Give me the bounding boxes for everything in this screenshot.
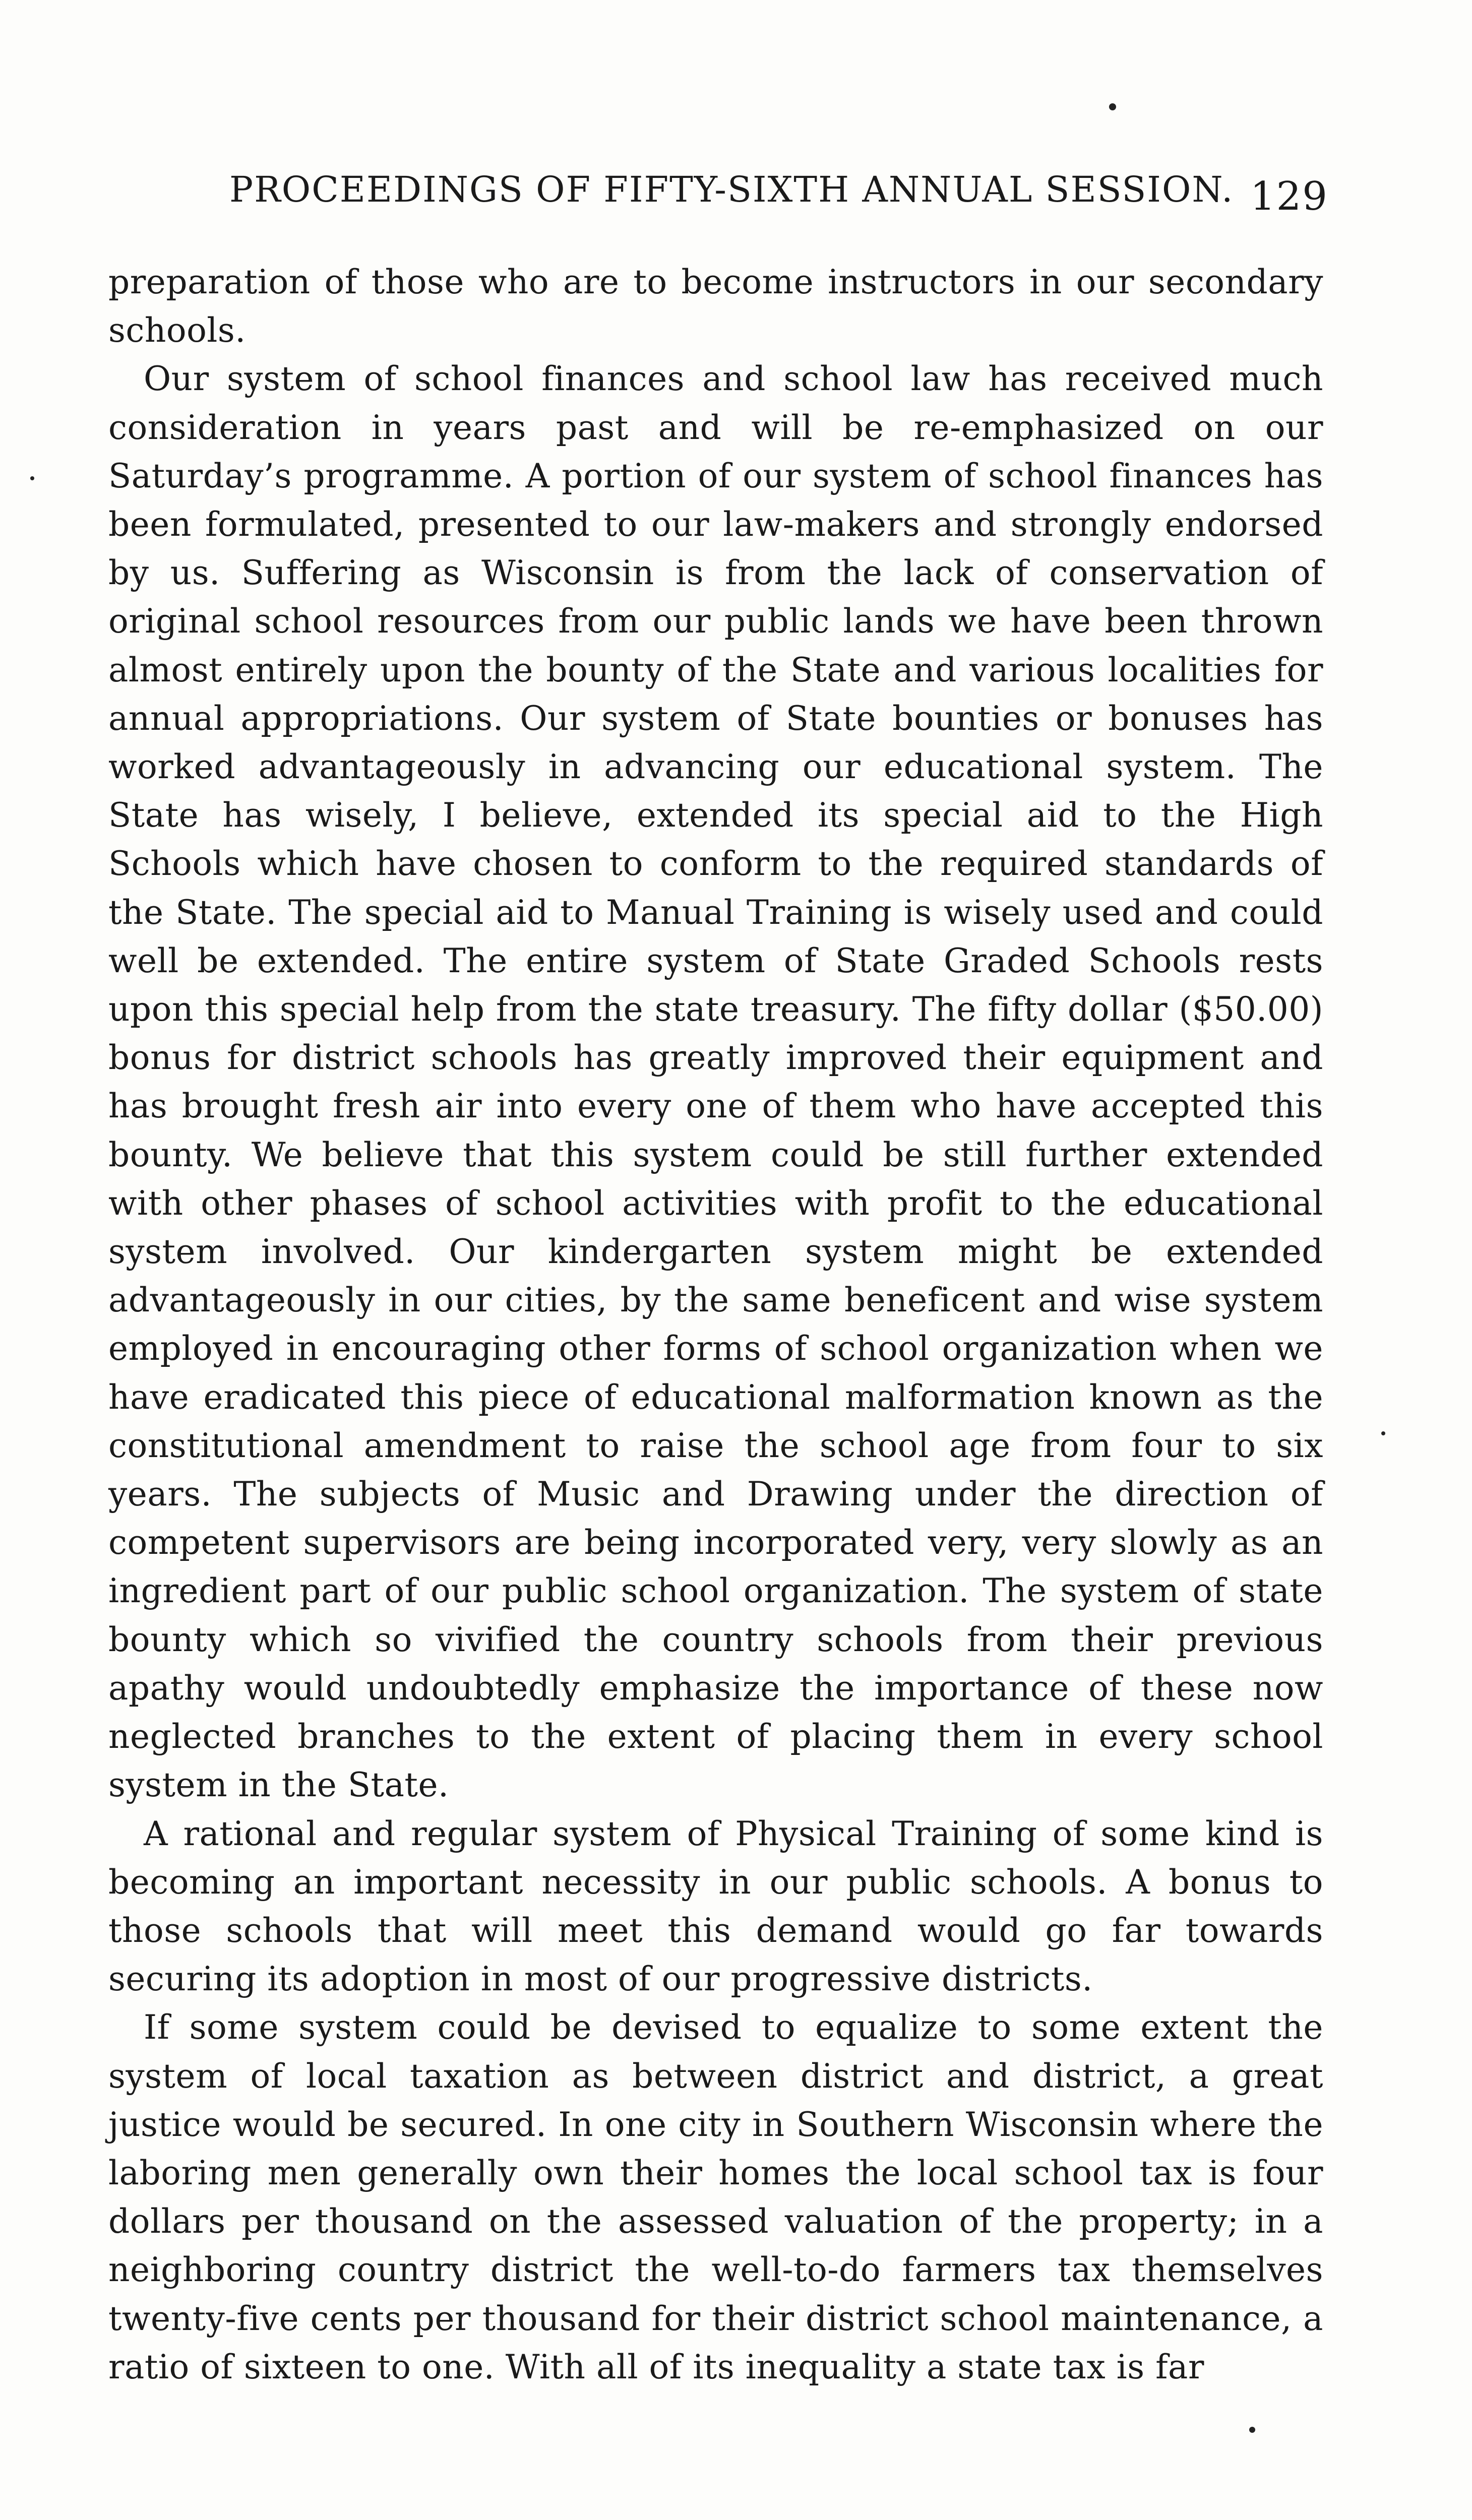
paragraph-physical-training: A rational and regular system of Physical Training of some kind is becoming an important necessity in our public schools. A bonus to those schools that will meet this demand would go far towards securing its adoption in most of our progressive districts. (108, 1814, 1323, 1999)
scan-speck (30, 476, 34, 480)
scan-speck (1381, 1431, 1385, 1435)
body-text (108, 258, 1323, 2391)
header-title: PROCEEDINGS OF FIFTY-SIXTH ANNUAL SESSION. (229, 169, 1234, 210)
scan-speck (1109, 103, 1116, 110)
running-header (229, 169, 1389, 229)
paragraph-local-taxation: If some system could be devised to equalize to some extent the system of local taxation as between district and district, a great justice would be secured. In one city in Southern Wisconsin where the laboring men generally own their homes the local school tax is four dollars per thousand on the assessed valuation of the property; in a neighboring country district the well-to-do farmers tax themselves twenty-five cents per thousand for their district school maintenance, a ratio of sixteen to one. With all of its inequality a state tax is far (108, 2008, 1323, 2386)
page-number: 129 (1250, 174, 1328, 219)
scan-speck (1249, 2427, 1255, 2433)
paragraph-school-finances: Our system of school finances and school law has received much consideration in years past and will be re-emphasized on our Saturday’s programme. A portion of our system of school finances has been formulated, presented to our law-makers and strongly endorsed by us. Suffering as Wisconsin is from the lack of conservation of original school resources from our public lands we have been thrown almost entirely upon the bounty of the State and various localities for annual appropriations. Our system of State bounties or bonuses has worked advantageously in advancing our educational system. The State has wisely, I believe, extended its special aid to the High Schools which have chosen to conform to the required standards of the State. The special aid to Manual Training is wisely used and could well be extended. The entire system of State Graded Schools rests upon this special help from the state treasury. The fifty dollar ($50.00) bonus for district schools has greatly improved their equipment and has brought fresh air into every one of them who have accepted this bounty. We believe that this system could be still further extended with other phases of school activities with profit to the educational system involved. Our kindergarten system might be extended advantageously in our cities, by the same beneficent and wise system employed in encouraging other forms of school organization when we have eradicated this piece of educational malformation known as the constitutional amendment to raise the school age from four to six years. The subjects of Music and Drawing under the direction of competent supervisors are being incorporated very, very slowly as an ingredient part of our public school organization. The system of state bounty which so vivified the country schools from their previous apathy would undoubtedly emphasize the importance of these now neglected branches to the extent of placing them in every school system in the State. (108, 359, 1323, 1805)
paragraph-continued: preparation of those who are to become instructors in our secondary schools. (108, 263, 1323, 350)
